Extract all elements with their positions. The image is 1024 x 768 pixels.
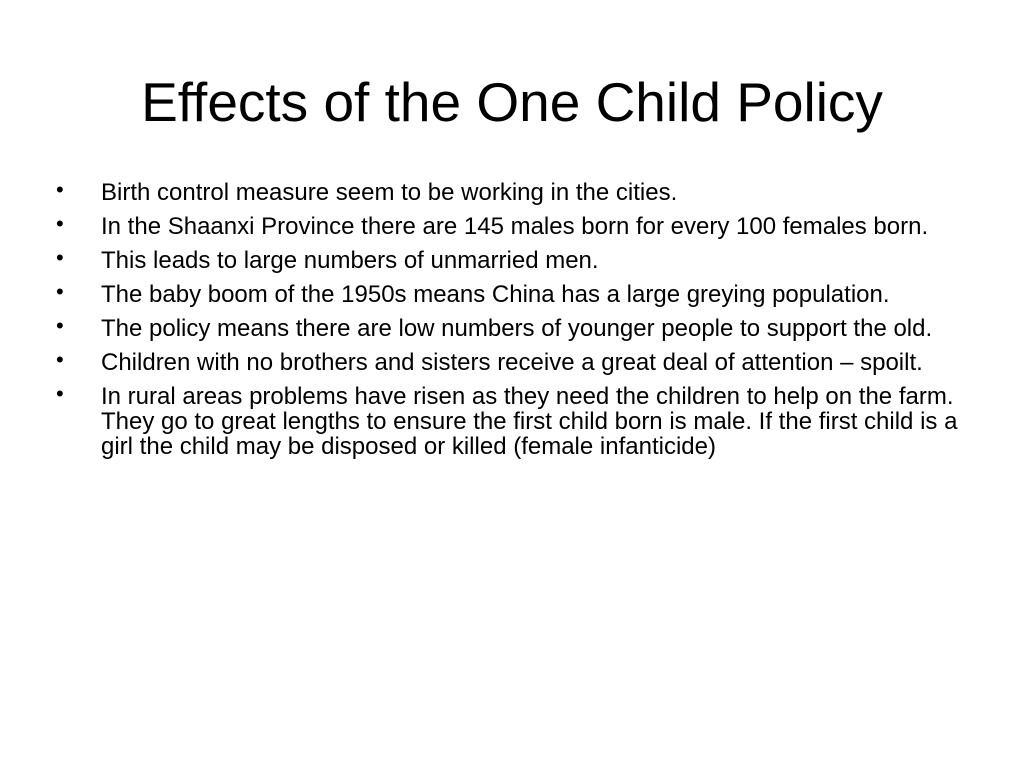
bullet-text: The policy means there are low numbers of younger people to support the old. [101, 315, 933, 342]
bullet-item-6 [56, 347, 976, 376]
bullet-text: In rural areas problems have risen as they need the children to help on the farm. They go to great lengths to ensure the first child born is male. If the first child is a girl the child may be disposed or killed (female infanticide) [101, 383, 958, 460]
bullet-list [56, 177, 976, 468]
bullet-item-5 [56, 313, 976, 342]
bullet-dot-icon: • [56, 177, 64, 202]
bullet-dot-icon: • [56, 279, 64, 304]
bullet-dot-icon: • [56, 347, 64, 372]
bullet-item-4 [56, 279, 976, 308]
bullet-text: The baby boom of the 1950s means China has a large greying population. [101, 281, 890, 308]
bullet-dot-icon: • [56, 381, 64, 406]
bullet-text: Children with no brothers and sisters receive a great deal of attention – spoilt. [101, 349, 923, 376]
bullet-text: This leads to large numbers of unmarried men. [101, 247, 599, 274]
bullet-dot-icon: • [56, 245, 64, 270]
slide-title: Effects of the One Child Policy [141, 71, 883, 133]
bullet-item-7 [56, 381, 976, 460]
bullet-text: Birth control measure seem to be working in the cities. [101, 179, 678, 206]
bullet-item-2 [56, 211, 976, 240]
bullet-dot-icon: • [56, 211, 64, 236]
bullet-dot-icon: • [56, 313, 64, 338]
bullet-text: In the Shaanxi Province there are 145 males born for every 100 females born. [101, 213, 929, 240]
bullet-item-3 [56, 245, 976, 274]
bullet-item-1 [56, 177, 976, 206]
